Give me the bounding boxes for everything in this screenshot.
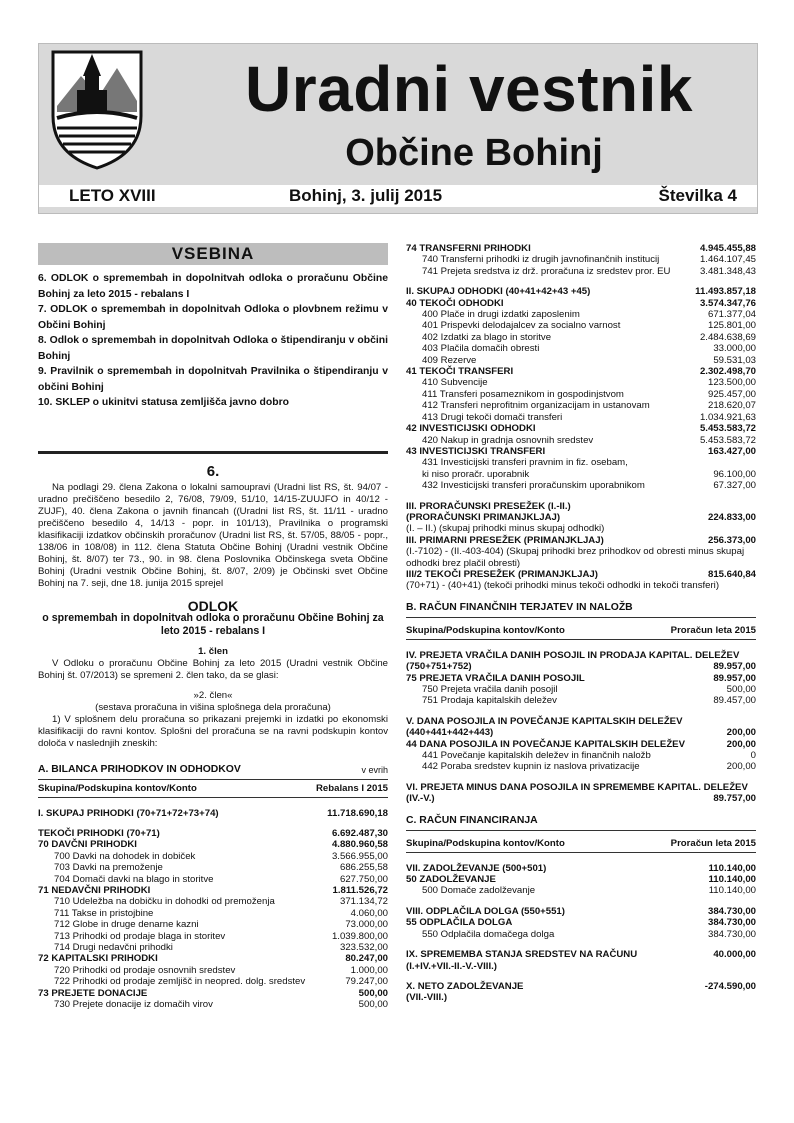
table-b-rows <box>406 650 756 805</box>
table-row <box>38 862 388 873</box>
table-a-rows <box>38 808 388 1011</box>
row-amount: 110.140,00 <box>708 862 756 874</box>
row-amount: 79.247,00 <box>345 976 388 988</box>
row-label: 722 Prihodki od prodaje zemljišč in neopred. dolg. sredstev <box>54 976 306 988</box>
row-label: 410 Subvencije <box>422 377 488 389</box>
row-label: (IV.-V.) <box>406 793 435 805</box>
article-2-subheading: (sestava proračuna in višina splošnega dela proračuna) <box>95 701 331 713</box>
row-amount: 67.327,00 <box>713 480 756 492</box>
row-label: 409 Rezerve <box>422 354 477 366</box>
table-row <box>406 366 756 377</box>
table-row <box>38 808 388 819</box>
row-label: VIII. ODPLAČILA DOLGA (550+551) <box>406 905 565 917</box>
table-row <box>406 695 756 706</box>
row-amount: 384.730,00 <box>707 917 756 929</box>
row-amount: 1.811.526,72 <box>332 884 388 896</box>
row-label: 50 ZADOLŽEVANJE <box>406 874 496 886</box>
row-label: 500 Domače zadolževanje <box>422 885 536 897</box>
table-row <box>406 298 756 309</box>
table-row <box>406 949 756 960</box>
row-amount: 925.457,00 <box>707 388 756 400</box>
row-amount: 123.500,00 <box>707 377 756 389</box>
table-row <box>38 839 388 850</box>
row-amount: 627.750,00 <box>339 873 388 885</box>
row-label: 43 INVESTICIJSKI TRANSFERI <box>406 445 546 457</box>
table-row <box>406 266 756 277</box>
row-amount: 80.247,00 <box>345 953 388 965</box>
row-amount: 200,00 <box>726 738 756 750</box>
table-row <box>406 992 756 1003</box>
row-label: X. NETO ZADOLŽEVANJE <box>406 980 524 992</box>
table-row <box>406 961 756 972</box>
row-label: 740 Transferni prihodki iz drugih javnofinančnih institucij <box>422 254 660 266</box>
row-label: 44 DANA POSOJILA IN POVEČANJE KAPITALSKIH DELEŽEV <box>406 738 685 750</box>
row-amount: 1.039.800,00 <box>331 930 388 942</box>
section-divider <box>38 451 388 454</box>
row-amount: 384.730,00 <box>707 928 756 940</box>
row-amount: 40.000,00 <box>713 949 756 961</box>
table-row <box>38 874 388 885</box>
row-label: 741 Prejeta sredstva iz drž. proračuna iz sredstev pror. EU <box>422 265 671 277</box>
table-row <box>406 535 756 546</box>
row-amount: 500,00 <box>726 684 756 695</box>
column-header-amount: Rebalans I 2015 <box>316 782 388 794</box>
row-amount: 11.718.690,18 <box>327 807 388 819</box>
row-label: 420 Nakup in gradnja osnovnih sredstev <box>422 434 594 446</box>
table-row <box>406 863 756 874</box>
table-row <box>38 965 388 976</box>
row-amount: 163.427,00 <box>707 445 756 457</box>
column-header-account: Skupina/Podskupina kontov/Konto <box>406 624 565 636</box>
table-row <box>406 906 756 917</box>
row-amount: 5.453.583,72 <box>699 434 756 446</box>
row-label: V. DANA POSOJILA IN POVEČANJE KAPITALSKIH DELEŽEV <box>406 715 683 727</box>
table-row <box>406 400 756 411</box>
table-a-continued-rows <box>406 243 756 592</box>
row-spacer <box>406 773 756 782</box>
row-label: IV. PREJETA VRAČILA DANIH POSOJIL IN PRODAJA KAPITAL. DELEŽEV <box>406 649 740 661</box>
unit-label: v evrih <box>361 764 388 775</box>
row-label: 442 Poraba sredstev kupnin iz naslova privatizacije <box>422 761 640 773</box>
table-row <box>406 716 756 727</box>
row-amount: 1.000,00 <box>350 964 388 976</box>
row-label: (VII.-VIII.) <box>406 992 448 1004</box>
table-row <box>406 480 756 491</box>
row-label: 55 ODPLAČILA DOLGA <box>406 917 513 929</box>
row-label: 411 Transferi posameznikom in gospodinjstvom <box>422 388 624 400</box>
issue-info-bar <box>39 185 757 207</box>
row-label: IX. SPREMEMBA STANJA SREDSTEV NA RAČUNU <box>406 949 638 961</box>
row-label: 70 DAVČNI PRIHODKI <box>38 839 137 851</box>
table-row <box>406 355 756 366</box>
row-spacer <box>406 940 756 949</box>
row-label: (750+751+752) <box>406 661 472 673</box>
table-row <box>406 501 756 512</box>
contents-item[interactable]: 10. SKLEP o ukinitvi statusa zemljišča javno dobro <box>38 397 289 408</box>
row-amount: 4.945.455,88 <box>699 243 756 254</box>
row-label: (440+441+442+443) <box>406 727 494 739</box>
table-row <box>38 828 388 839</box>
row-label: VI. PREJETA MINUS DANA POSOJILA IN SPREMEMBE KAPITAL. DELEŽEV <box>406 781 748 793</box>
row-label: 550 Odplačila domačega dolga <box>422 928 555 940</box>
row-label: 403 Plačila domačih obresti <box>422 343 540 355</box>
column-header-account: Skupina/Podskupina kontov/Konto <box>406 837 565 849</box>
column-header-amount: Proračun leta 2015 <box>670 837 756 849</box>
table-row <box>38 931 388 942</box>
row-label: III/2 TEKOČI PRESEŽEK (PRIMANJKLJAJ) <box>406 568 598 580</box>
row-amount: 1.464.107,45 <box>699 254 756 266</box>
table-row <box>38 988 388 999</box>
section-a-title: A. BILANCA PRIHODKOV IN ODHODKOV <box>38 763 241 775</box>
volume-year: LETO XVIII <box>69 186 156 205</box>
row-amount: 1.034.921,63 <box>699 411 756 423</box>
right-column <box>406 243 756 1004</box>
table-row <box>406 750 756 761</box>
row-label: (I. – II.) (skupaj prihodki minus skupaj odhodki) <box>406 523 605 535</box>
table-row <box>406 309 756 320</box>
row-spacer <box>406 897 756 906</box>
table-row <box>406 981 756 992</box>
row-label: 713 Prihodki od prodaje blaga in storitev <box>54 930 226 942</box>
table-row <box>406 435 756 446</box>
row-label: 704 Domači davki na blago in storitve <box>54 873 214 885</box>
table-row <box>406 254 756 265</box>
table-row <box>406 782 756 793</box>
row-amount: 125.801,00 <box>707 320 756 332</box>
table-row <box>406 286 756 297</box>
table-row <box>406 929 756 940</box>
table-row <box>406 469 756 480</box>
table-row <box>406 650 756 661</box>
table-header <box>38 780 388 798</box>
row-amount: 89.757,00 <box>713 793 756 805</box>
article-2-text: 1) V splošnem delu proračuna so prikazani prejemki in izdatki po ekonomski klasifikaciji do ravni kontov. Splošni del proračuna se na ravni podskupin kontov določa v naslednjih zneskih: <box>38 713 388 749</box>
row-amount: 5.453.583,72 <box>699 423 756 435</box>
row-label: 432 Investicijski transferi proračunskim uporabnikom <box>422 480 645 492</box>
row-label: 720 Prihodki od prodaje osnovnih sredstev <box>54 964 236 976</box>
table-row <box>406 320 756 331</box>
table-row <box>38 851 388 862</box>
table-row <box>406 457 756 468</box>
row-spacer <box>406 492 756 501</box>
row-label: 41 TEKOČI TRANSFERI <box>406 366 514 378</box>
table-row <box>406 761 756 772</box>
row-label: ki niso proračr. uporabnik <box>422 468 530 480</box>
table-row <box>406 580 756 591</box>
row-amount: 3.481.348,43 <box>699 265 756 277</box>
masthead <box>38 43 758 214</box>
row-label: 402 Izdatki za blago in storitve <box>422 331 552 343</box>
left-column <box>38 243 388 1010</box>
row-amount: 2.484.638,69 <box>699 331 756 343</box>
table-row <box>406 389 756 400</box>
row-amount: 11.493.857,18 <box>695 286 756 298</box>
table-row <box>406 423 756 434</box>
table-row <box>38 896 388 907</box>
bohinj-coat-of-arms-icon <box>47 46 147 171</box>
row-amount: 500,00 <box>358 999 388 1010</box>
decree-title: ODLOK <box>187 597 239 614</box>
row-amount: 671.377,04 <box>707 309 756 321</box>
row-label: 401 Prispevki delodajalcev za socialno varnost <box>422 320 621 332</box>
table-row <box>406 793 756 804</box>
row-label: 703 Davki na premoženje <box>54 862 163 874</box>
row-amount: 73.000,00 <box>345 919 388 931</box>
table-row <box>406 874 756 885</box>
table-row <box>406 343 756 354</box>
contents-item[interactable]: 6. ODLOK o spremembah in dopolnitvah odloka o proračunu Občine Bohinj za leto 2015 - rebalans I <box>38 273 388 300</box>
article-1-text: V Odloku o proračunu Občine Bohinj za leto 2015 (Uradni vestnik Občine Bohinj št. 07/2013) se spremeni 2. člen tako, da se glasi: <box>38 657 388 681</box>
publication-title: Uradni vestnik <box>244 53 694 125</box>
row-label: 710 Udeležba na dobičku in dohodki od premoženja <box>54 896 275 908</box>
table-row <box>38 919 388 930</box>
table-row <box>38 976 388 987</box>
row-label: 72 KAPITALSKI PRIHODKI <box>38 953 158 965</box>
row-amount: 4.880.960,58 <box>331 839 388 851</box>
contents-item[interactable]: 8. Odlok o spremembah in dopolnitvah Odloka o štipendiranju v občini Bohinj <box>38 335 388 362</box>
row-amount: 200,00 <box>726 727 756 739</box>
row-label: 73 PREJETE DONACIJE <box>38 987 148 999</box>
row-amount: 89.957,00 <box>713 661 756 673</box>
row-amount: 4.060,00 <box>350 907 388 919</box>
table-header <box>406 622 756 640</box>
issue-date: Bohinj, 3. julij 2015 <box>289 186 443 205</box>
row-amount: 200,00 <box>726 761 756 773</box>
table-header <box>406 835 756 853</box>
table-row <box>406 377 756 388</box>
table-row <box>406 885 756 896</box>
row-amount: 6.692.487,30 <box>331 827 388 839</box>
row-spacer <box>406 277 756 286</box>
table-row <box>406 523 756 534</box>
row-label: (PRORAČUNSKI PRIMANJKLJAJ) <box>406 511 561 523</box>
row-spacer <box>406 972 756 981</box>
table-row <box>406 512 756 523</box>
table-row <box>406 569 756 580</box>
row-label: 700 Davki na dohodek in dobiček <box>54 850 196 862</box>
column-header-amount: Proračun leta 2015 <box>670 624 756 636</box>
contents-list <box>38 271 388 411</box>
row-label: II. SKUPAJ ODHODKI (40+41+42+43 +45) <box>406 286 591 298</box>
table-row <box>38 942 388 953</box>
column-header-account: Skupina/Podskupina kontov/Konto <box>38 782 197 794</box>
row-amount: 2.302.498,70 <box>699 366 756 378</box>
row-label: I. SKUPAJ PRIHODKI (70+71+72+73+74) <box>38 807 219 819</box>
table-row <box>406 917 756 928</box>
row-amount: 33.000,00 <box>713 343 756 355</box>
table-row <box>38 953 388 964</box>
row-amount: 110.140,00 <box>708 885 756 897</box>
row-amount: 323.532,00 <box>339 941 388 953</box>
document-number: 6. <box>206 462 220 480</box>
table-row <box>406 739 756 750</box>
row-amount: 89.457,00 <box>713 695 756 707</box>
row-label: 74 TRANSFERNI PRIHODKI <box>406 243 531 254</box>
row-label: 71 NEDAVČNI PRIHODKI <box>38 884 151 896</box>
row-label: 400 Plače in drugi izdatki zaposlenim <box>422 309 580 321</box>
publication-subtitle: Občine Bohinj <box>345 132 603 174</box>
row-label: 751 Prodaja kapitalskih deležev <box>422 695 557 707</box>
preamble: Na podlagi 29. člena Zakona o lokalni samoupravi (Uradni list RS, št. 94/07 - uradno prečiščeno besedilo 2, 76/08, 79/09, 51/10, 14/15-ZUUJFO in 40/12 - ZUJF), 40. člena Zakona o javnih financah ((Uradni list RS, št. 11/11 - uradno prečiščeno besedilo 4, 14/13 - popr. in 101/13), Pravilnika o programski klasifikaciji izdatkov občinskih proračunov (Uradni list RS, št. 57/05, 88/05 - popr., 138/06 in 108/08) in 112. člena Statuta Občine Bohinj (Uradni vestnik Občine Bohinj, št. 8/07) ter 73., 90. in 98. člena Poslovnika Občinskega sveta Občine Bohinj (Uradni vestnik Občine Bohinj, št. 8/07, 2/09) je Občinski svet Občine Bohinj na 7. seji, dne 18. junija 2015 sprejel <box>38 481 388 589</box>
row-amount: 3.566.955,00 <box>331 850 388 862</box>
article-2-heading: »2. člen« <box>193 689 233 701</box>
row-label: III. PRIMARNI PRESEŽEK (PRIMANJKLJAJ) <box>406 534 604 546</box>
row-amount: 110.140,00 <box>708 874 756 886</box>
row-label: 42 INVESTICIJSKI ODHODKI <box>406 423 536 435</box>
row-amount: 256.373,00 <box>707 534 756 546</box>
table-row <box>406 412 756 423</box>
table-row <box>38 885 388 896</box>
row-label: 712 Globe in druge denarne kazni <box>54 919 199 931</box>
row-amount: 500,00 <box>358 987 388 999</box>
row-label: (I.+IV.+VII.-II.-V.-VIII.) <box>406 960 497 972</box>
table-c-rows <box>406 863 756 1004</box>
table-row <box>406 727 756 738</box>
section-c-title: C. RAČUN FINANCIRANJA <box>406 815 756 831</box>
table-row <box>406 684 756 695</box>
row-amount: 3.574.347,76 <box>699 297 756 309</box>
row-amount: 0 <box>750 750 756 762</box>
row-label: 714 Drugi nedavčni prihodki <box>54 941 173 953</box>
section-b-title: B. RAČUN FINANČNIH TERJATEV IN NALOŽB <box>406 602 756 618</box>
contents-item[interactable]: 9. Pravilnik o spremembah in dopolnitvah Pravilnika o štipendiranju v občini Bohinj <box>38 366 388 393</box>
row-label: (70+71) - (40+41) (tekoči prihodki minus tekoči odhodki in tekoči transferi) <box>406 580 720 592</box>
row-label: 40 TEKOČI ODHODKI <box>406 297 504 309</box>
row-label: 413 Drugi tekoči domači transferi <box>422 411 563 423</box>
article-1-heading: 1. člen <box>198 645 228 657</box>
table-row <box>38 908 388 919</box>
row-label: III. PRORAČUNSKI PRESEŽEK (I.-II.) <box>406 500 571 512</box>
row-amount: 686.255,58 <box>339 862 388 874</box>
table-row <box>406 673 756 684</box>
row-spacer <box>38 819 388 828</box>
row-amount: 815.640,84 <box>707 568 756 580</box>
row-label: 711 Takse in pristojbine <box>54 907 154 919</box>
row-label: VII. ZADOLŽEVANJE (500+501) <box>406 862 547 874</box>
row-amount: 89.957,00 <box>713 672 756 684</box>
row-amount: 96.100,00 <box>713 468 756 480</box>
row-amount: -274.590,00 <box>704 980 756 992</box>
row-label: 441 Povečanje kapitalskih deležev in finančnih naložb <box>422 750 651 762</box>
section-a-header <box>38 764 388 780</box>
row-amount: 59.531,03 <box>713 354 756 366</box>
row-amount: 224.833,00 <box>707 511 756 523</box>
row-label: (I.-7102) - (II.-403-404) (Skupaj prihodki brez prihodkov od obresti minus skupaj odhodki brez plačil obresti) <box>406 546 745 569</box>
row-label: 75 PREJETA VRAČILA DANIH POSOJIL <box>406 672 585 684</box>
row-label: 750 Prejeta vračila danih posojil <box>422 684 558 695</box>
row-amount: 384.730,00 <box>707 905 756 917</box>
row-label: 431 Investicijski transferi pravnim in fiz. osebam, <box>422 457 628 469</box>
table-row <box>406 546 756 569</box>
row-amount: 371.134,72 <box>339 896 388 908</box>
row-amount: 218.620,07 <box>707 400 756 412</box>
table-row <box>406 243 756 254</box>
row-label: 730 Prejete donacije iz domačih virov <box>54 999 213 1010</box>
decree-subtitle: o spremembah in dopolnitvah odloka o proračunu Občine Bohinj za leto 2015 - rebalans I <box>42 611 384 637</box>
contents-item[interactable]: 7. ODLOK o spremembah in dopolnitvah Odloka o plovbnem režimu v Občini Bohinj <box>38 304 388 331</box>
table-row <box>406 661 756 672</box>
issue-number: Številka 4 <box>658 186 737 205</box>
table-row <box>406 446 756 457</box>
contents-heading: VSEBINA <box>38 243 388 265</box>
table-row <box>38 999 388 1010</box>
row-label: TEKOČI PRIHODKI (70+71) <box>38 827 160 839</box>
table-row <box>406 332 756 343</box>
row-spacer <box>406 707 756 716</box>
row-label: 412 Transferi neprofitnim organizacijam in ustanovam <box>422 400 650 412</box>
